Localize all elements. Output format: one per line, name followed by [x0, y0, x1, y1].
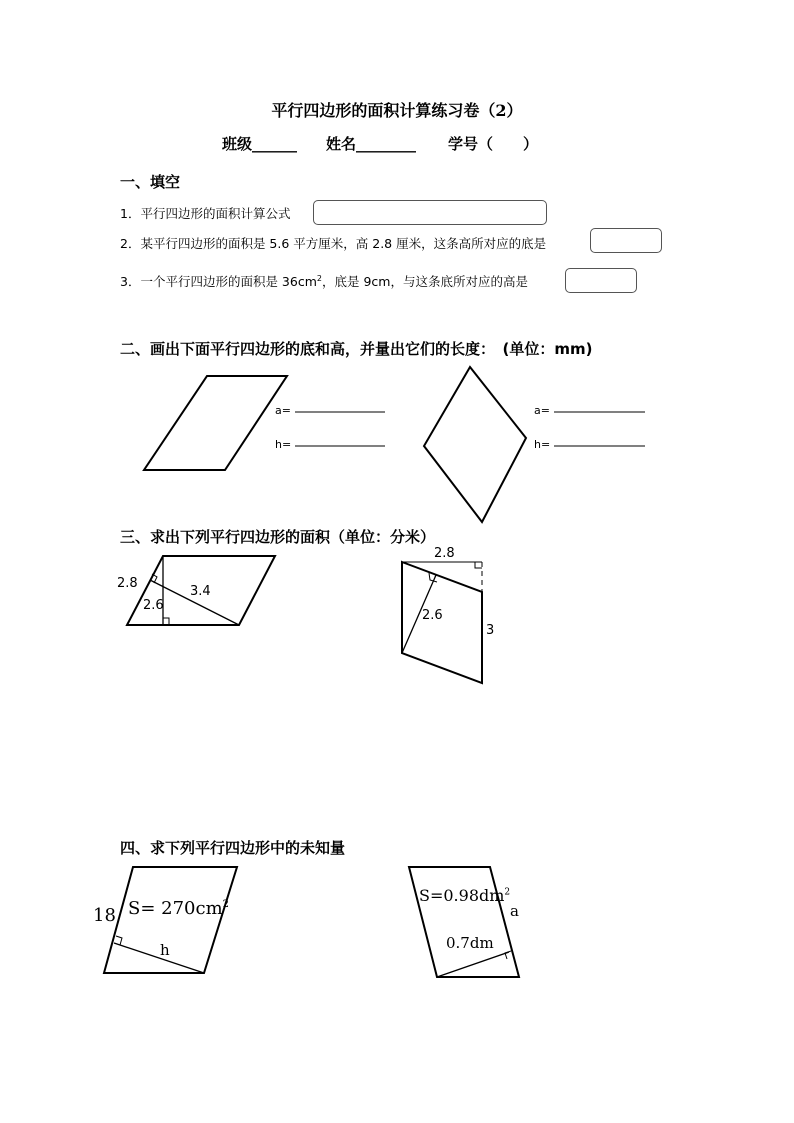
- fig5-area-superscript: 2: [222, 899, 230, 910]
- label-a-1: a=: [275, 404, 291, 417]
- fig6-side-label: a: [510, 902, 519, 920]
- label-h-2: h=: [534, 438, 551, 451]
- label-h-1: h=: [275, 438, 292, 451]
- height-line: [114, 943, 204, 973]
- section3-heading: 三、求出下列平行四边形的面积（单位：分米）: [120, 528, 436, 546]
- fig3-height-label: 2.6: [143, 598, 164, 613]
- name-field-label: 姓名________: [326, 135, 417, 153]
- fig6-area-superscript: 2: [504, 887, 511, 898]
- parallelogram-figure-1: [144, 376, 287, 470]
- question-3-suffix: ，底是 9cm，与这条底所对应的高是: [321, 274, 528, 289]
- section1-heading: 一、填空: [120, 173, 181, 191]
- question-2-text: 2．某平行四边形的面积是 5.6 平方厘米，高 2.8 厘米，这条高所对应的底是: [120, 236, 547, 251]
- fig3-diagonal-label: 3.4: [190, 584, 211, 599]
- label-a-2: a=: [534, 404, 550, 417]
- fig6-height-label: 0.7dm: [446, 934, 494, 952]
- rhombus-figure-2: [424, 367, 526, 522]
- question-3-prefix: 3．一个平行四边形的面积是 36cm: [120, 274, 317, 289]
- fig4-height-label: 2.6: [422, 608, 443, 623]
- fig3-side-label: 2.8: [117, 576, 138, 591]
- fig4-side-label: 3: [486, 623, 495, 638]
- height-line: [437, 952, 509, 977]
- fig6-area-text: S=0.98dm: [419, 886, 505, 905]
- right-angle-mark: [475, 562, 482, 568]
- right-angle-mark: [505, 951, 511, 959]
- class-field-label: 班级______: [222, 135, 298, 153]
- parallelogram-figure-5: [104, 867, 237, 973]
- fig5-height-label: h: [160, 941, 170, 959]
- section2-heading: 二、画出下面平行四边形的底和高，并量出它们的长度： (单位：mm): [120, 340, 593, 358]
- fig4-top-label: 2.8: [434, 546, 455, 561]
- right-angle-mark: [163, 618, 169, 625]
- fig5-side-label: 18: [93, 905, 116, 926]
- parallelogram-figure-6: [409, 867, 519, 977]
- fig5-area-text: S= 270cm: [128, 898, 223, 919]
- fig5-area-label: [128, 898, 229, 919]
- section4-heading: 四、求下列平行四边形中的未知量: [120, 839, 346, 857]
- fig6-area-label: [419, 886, 510, 905]
- question-1-text: 1．平行四边形的面积计算公式: [120, 206, 291, 221]
- page-title: 平行四边形的面积计算练习卷（2）: [271, 101, 523, 120]
- student-id-label: 学号（ ）: [448, 135, 539, 153]
- question-3-superscript: 2: [316, 273, 322, 283]
